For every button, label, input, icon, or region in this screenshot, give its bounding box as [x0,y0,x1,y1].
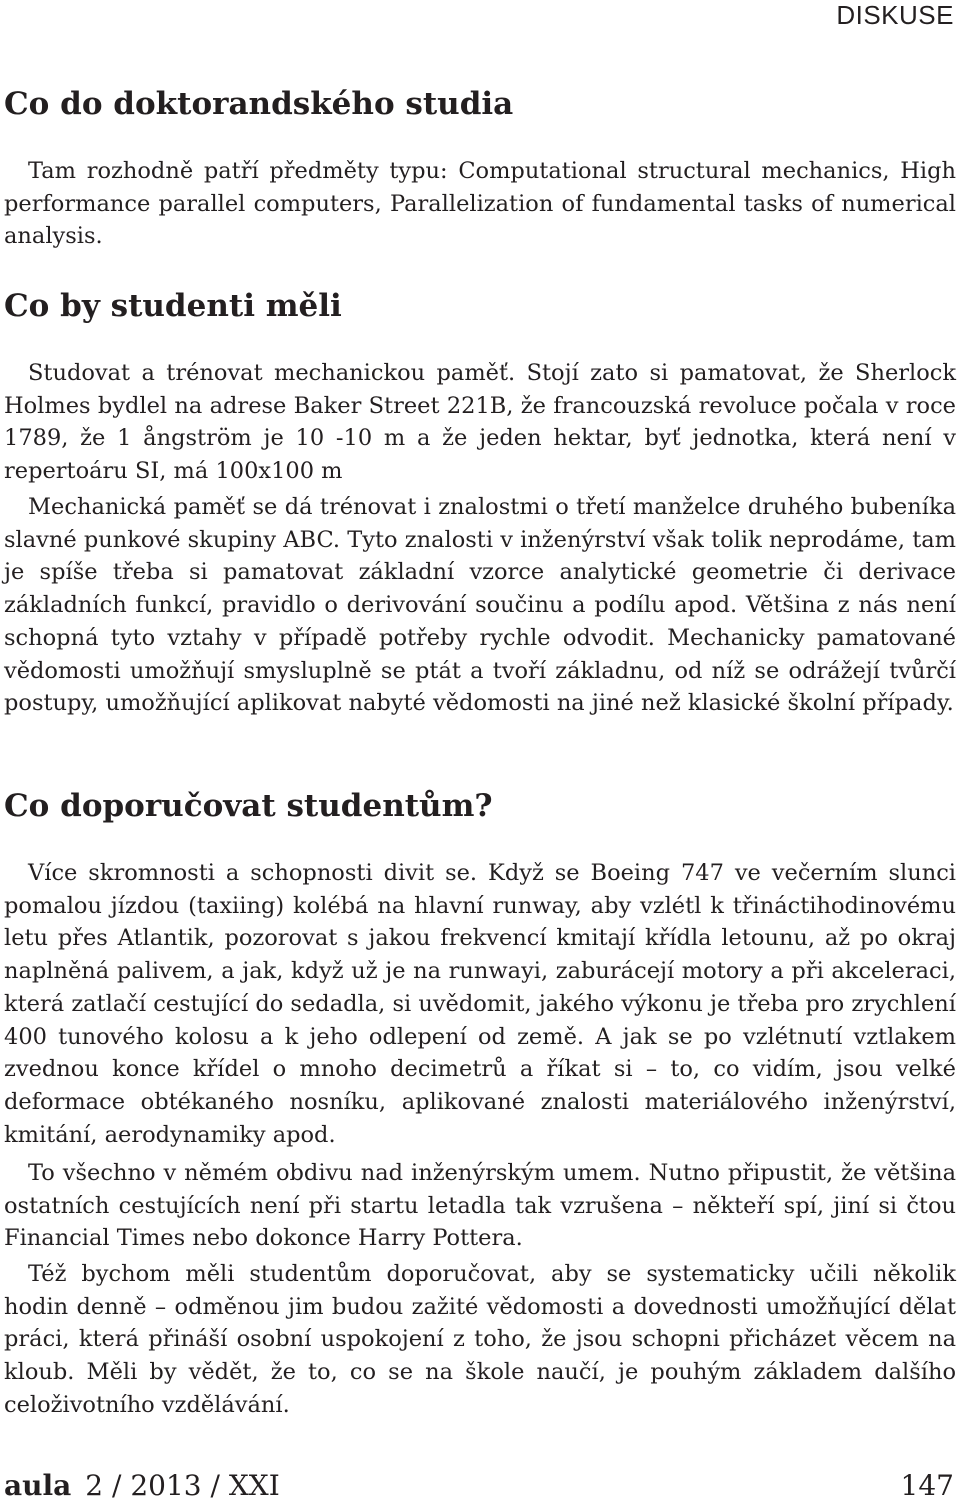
issue-number: 2 / 2013 / XXI [85,1469,280,1502]
paragraph: To všechno v němém obdivu nad inženýrským umem. Nutno připustit, že většina ostatních cestujících není při startu letadla tak vzrušena – někteří spí, jiní si čtou Financial Times nebo dokonce Harry Pottera. [4,1160,956,1252]
section-heading: Co by studenti měli [4,288,342,324]
page-number: 147 [900,1469,954,1502]
paragraph: Mechanická paměť se dá trénovat i znalostmi o třetí manželce druhého bubeníka slavné punkové skupiny ABC. Tyto znalosti v inženýrství však tolik neprodáme, tam je spíše třeba si pamatovat základní vzorce analytické geometrie či derivace základních funkcí, pravidlo o derivování součinu a podílu apod. Většina z nás není schopná tyto vztahy v případě potřeby rychle odvodit. Mechanicky pamatované vědomosti umožňují smysluplně se ptát a tvoří základnu, od níž se odrážejí tvůrčí postupy, umožňující aplikovat nabyté vědomosti na jiné než klasické školní případy. [4,494,956,717]
paragraph: Studovat a trénovat mechanickou paměť. Stojí zato si pamatovat, že Sherlock Holmes bydlel na adrese Baker Street 221B, že francouzská revoluce počala v roce 1789, že 1 ångström je 10 -10 m a že jeden hektar, byť jednotka, která není v repertoáru SI, má 100x100 m [4,360,956,485]
paragraph: Tam rozhodně patří předměty typu: Computational structural mechanics, High performance parallel computers, Parallelization of fundamental tasks of numerical analysis. [4,158,956,250]
section-label: DISKUSE [836,0,954,30]
paragraph: Též bychom měli studentům doporučovat, aby se systematicky učili několik hodin denně – odměnou jim budou zažité vědomosti a dovednosti umožňující dělat práci, která přináší osobní uspokojení z toho, že jsou schopni přicházet věcem na kloub. Měli by vědět, že to, co se na škole naučí, je pouhým základem dalšího celoživotního vzdělávání. [4,1261,956,1418]
paragraph: Více skromnosti a schopnosti divit se. Když se Boeing 747 ve večerním slunci pomalou jízdou (taxiing) kolébá na hlavní runway, aby vzlétl k třináctihodinovému letu přes Atlantik, pozorovat s jakou frekvencí kmitají křídla letounu, až po okraj naplněná palivem, a jak, když už je na runwayi, zaburácejí motory a při akceleraci, která zatlačí cestující do sedadla, si uvědomit, jakého výkonu je třeba pro zrychlení 400 tunového kolosu a k jeho odlepení od země. A jak se po vzlétnutí vztlakem zvednou konce křídel o mnoho decimetrů a říkat si – to, co vidím, jsou velké deformace obtékaného nosníku, aplikované znalosti materiálového inženýrství, kmitání, aerodynamiky apod. [4,860,956,1148]
section-heading: Co do doktorandského studia [4,86,514,122]
journal-brand: aula [4,1469,72,1502]
section-heading: Co doporučovat studentům? [4,788,493,824]
footer-issue [4,1468,280,1504]
